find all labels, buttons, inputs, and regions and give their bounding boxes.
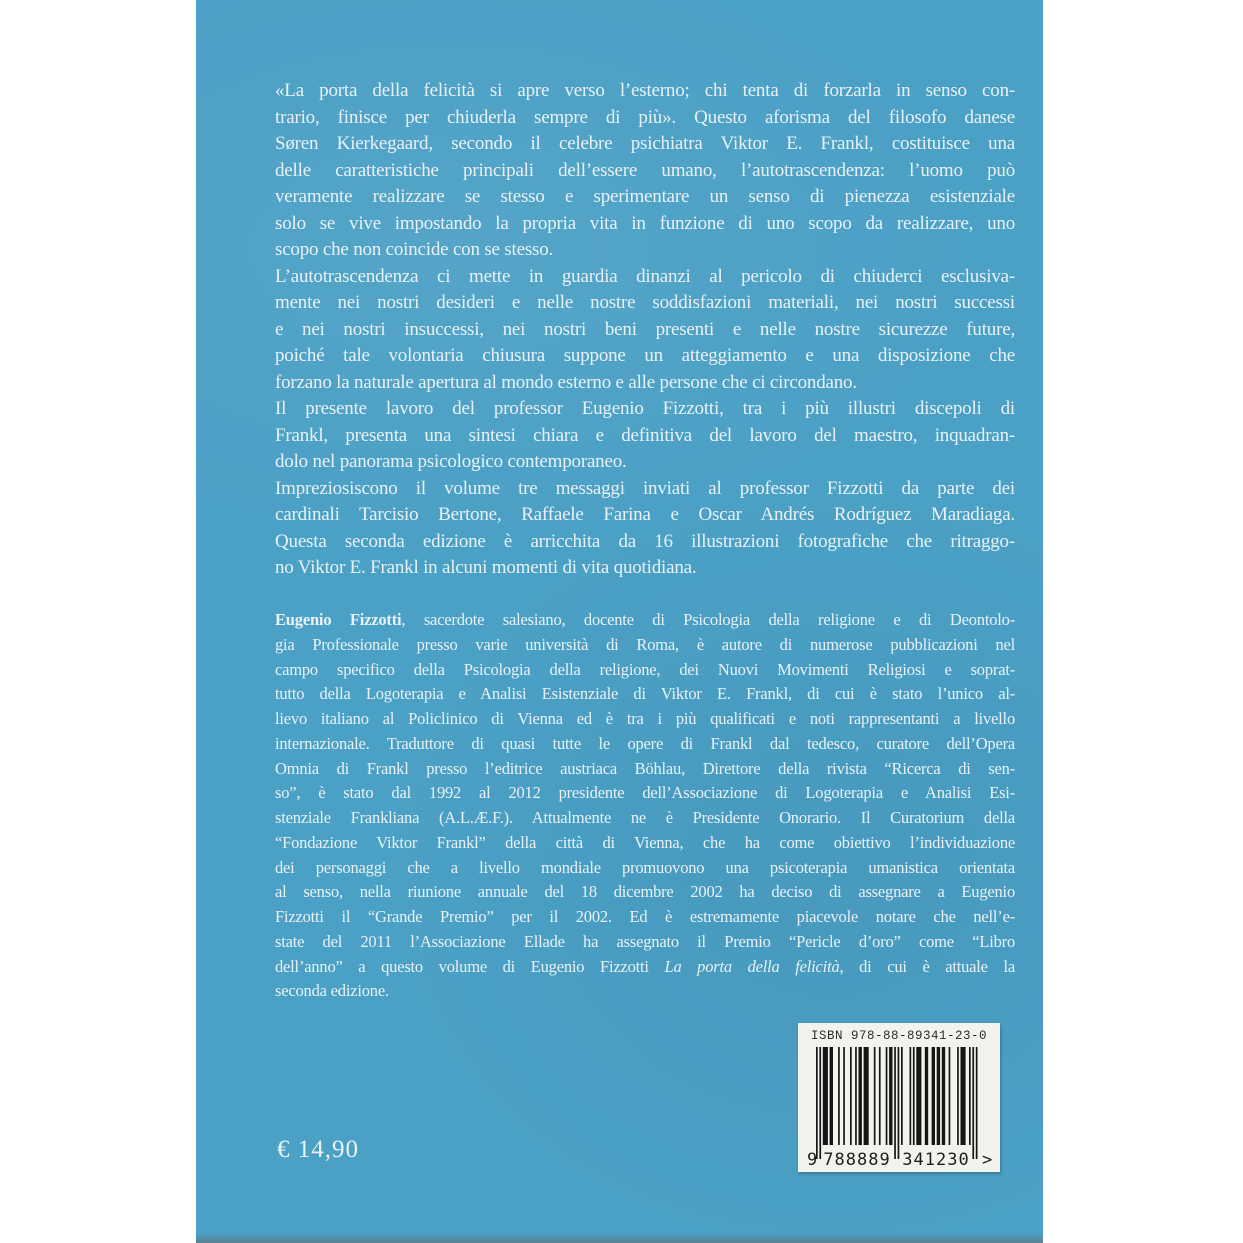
text-line: e nei nostri insuccessi, nei nostri beni presenti e nelle nostre sicurezze future,	[275, 318, 1015, 340]
text-line: state del 2011 l’Associazione Ellade ha assegnato il Premio “Pericle d’oro” come “Libro	[275, 931, 1015, 951]
text-line: internazionale. Traduttore di quasi tutte le opere di Frankl dal tedesco, curatore dell’Opera	[275, 733, 1015, 753]
text-line: dei personaggi che a livello mondiale promuovono una psicoterapia umanistica orientata	[275, 857, 1015, 877]
text-line: dell’anno” a questo volume di Eugenio Fizzotti La porta della felicità, di cui è attuale la	[275, 956, 1015, 976]
text-line: Questa seconda edizione è arricchita da 16 illustrazioni fotografiche che ritraggo-	[275, 530, 1015, 552]
text-line: no Viktor E. Frankl in alcuni momenti di vita quotidiana.	[275, 557, 697, 578]
text-line: Frankl, presenta una sintesi chiara e definitiva del lavoro del maestro, inquadran-	[275, 424, 1015, 446]
text-line: Eugenio Fizzotti, sacerdote salesiano, docente di Psicologia della religione e di Deontolo-	[275, 610, 1016, 629]
text-line: veramente realizzare se stesso e sperimentare un senso di pienezza esistenziale	[275, 186, 1015, 207]
svg-text:9: 9	[807, 1150, 818, 1169]
barcode-sticker	[798, 1023, 1000, 1172]
text-line: «La porta della felicità si apre verso l’esterno; chi tenta di forzarla in senso con-	[275, 80, 1015, 101]
text-line: tutto della Logoterapia e Analisi Esistenziale di Viktor E. Frankl, di cui è stato l’unico al-	[275, 684, 1015, 704]
isbn-number-label: ISBN 978-88-89341-23-0	[810, 1029, 988, 1043]
svg-text:788889: 788889	[823, 1150, 891, 1169]
text-line: campo specifico della Psicologia della religione, dei Nuovi Movimenti Religiosi e soprat-	[275, 659, 1015, 679]
text-line: seconda edizione.	[275, 981, 389, 1001]
ean13-barcode	[806, 1047, 992, 1169]
text-line: delle caratteristiche principali dell’essere umano, l’autotrascendenza: l’uomo può	[275, 159, 1015, 181]
text-line: Søren Kierkegaard, secondo il celebre psichiatra Viktor E. Frankl, costituisce una	[275, 133, 1015, 154]
text-line: Impreziosiscono il volume tre messaggi inviati al professor Fizzotti da parte dei	[275, 477, 1015, 499]
text-line: scopo che non coincide con se stesso.	[275, 239, 554, 260]
svg-text:>: >	[982, 1150, 992, 1169]
synopsis-paragraph	[275, 264, 1015, 397]
text-line: poiché tale volontaria chiusura suppone un atteggiamento e una disposizione che	[275, 345, 1015, 366]
cover-bottom-edge-shadow	[196, 1233, 1043, 1243]
price-label: € 14,90	[277, 1136, 359, 1163]
svg-text:341230: 341230	[902, 1150, 970, 1169]
text-line: Fizzotti il “Grande Premio” per il 2002. Ed è estremamente piacevole notare che nell’e-	[275, 907, 1015, 926]
synopsis-block	[275, 78, 1015, 582]
author-bio-paragraph	[275, 608, 1015, 1004]
text-line: forzano la naturale apertura al mondo esterno e alle persone che ci circondano.	[275, 371, 857, 393]
text-line: Il presente lavoro del professor Eugenio Fizzotti, tra i più illustri discepoli di	[275, 398, 1015, 419]
synopsis-paragraph	[275, 476, 1015, 582]
text-line: cardinali Tarcisio Bertone, Raffaele Farina e Oscar Andrés Rodríguez Maradiaga.	[275, 504, 1015, 525]
text-line: al senso, nella riunione annuale del 18 dicembre 2002 ha deciso di assegnare a Eugenio	[275, 882, 1015, 902]
synopsis-paragraph	[275, 78, 1015, 264]
book-back-cover	[196, 0, 1043, 1243]
text-line: L’autotrascendenza ci mette in guardia dinanzi al pericolo di chiuderci esclusiva-	[275, 265, 1015, 287]
text-line: “Fondazione Viktor Frankl” della città di Vienna, che ha come obiettivo l’individuazione	[275, 832, 1015, 852]
text-line: solo se vive impostando la propria vita in funzione di uno scopo da realizzare, uno	[275, 212, 1015, 234]
text-line: Omnia di Frankl presso l’editrice austriaca Böhlau, Direttore della rivista “Ricerca di sen-	[275, 758, 1015, 778]
text-line: mente nei nostri desideri e nelle nostre soddisfazioni materiali, nei nostri successi	[275, 292, 1015, 313]
synopsis-paragraph	[275, 396, 1015, 476]
text-line: lievo italiano al Policlinico di Vienna ed è tra i più qualificati e noti rappresentanti a livello	[275, 709, 1015, 728]
text-line: trario, finisce per chiuderla sempre di più». Questo aforisma del filosofo danese	[275, 106, 1015, 128]
text-line: gia Professionale presso varie università di Roma, è autore di numerose pubblicazioni nel	[275, 634, 1015, 654]
text-line: dolo nel panorama psicologico contemporaneo.	[275, 451, 627, 472]
text-line: stenziale Frankliana (A.L.Æ.F.). Attualmente ne è Presidente Onorario. Il Curatorium della	[275, 808, 1015, 827]
author-bio-block	[275, 608, 1015, 1004]
text-line: so”, è stato dal 1992 al 2012 presidente dell’Associazione di Logoterapia e Analisi Esi-	[275, 783, 1015, 803]
